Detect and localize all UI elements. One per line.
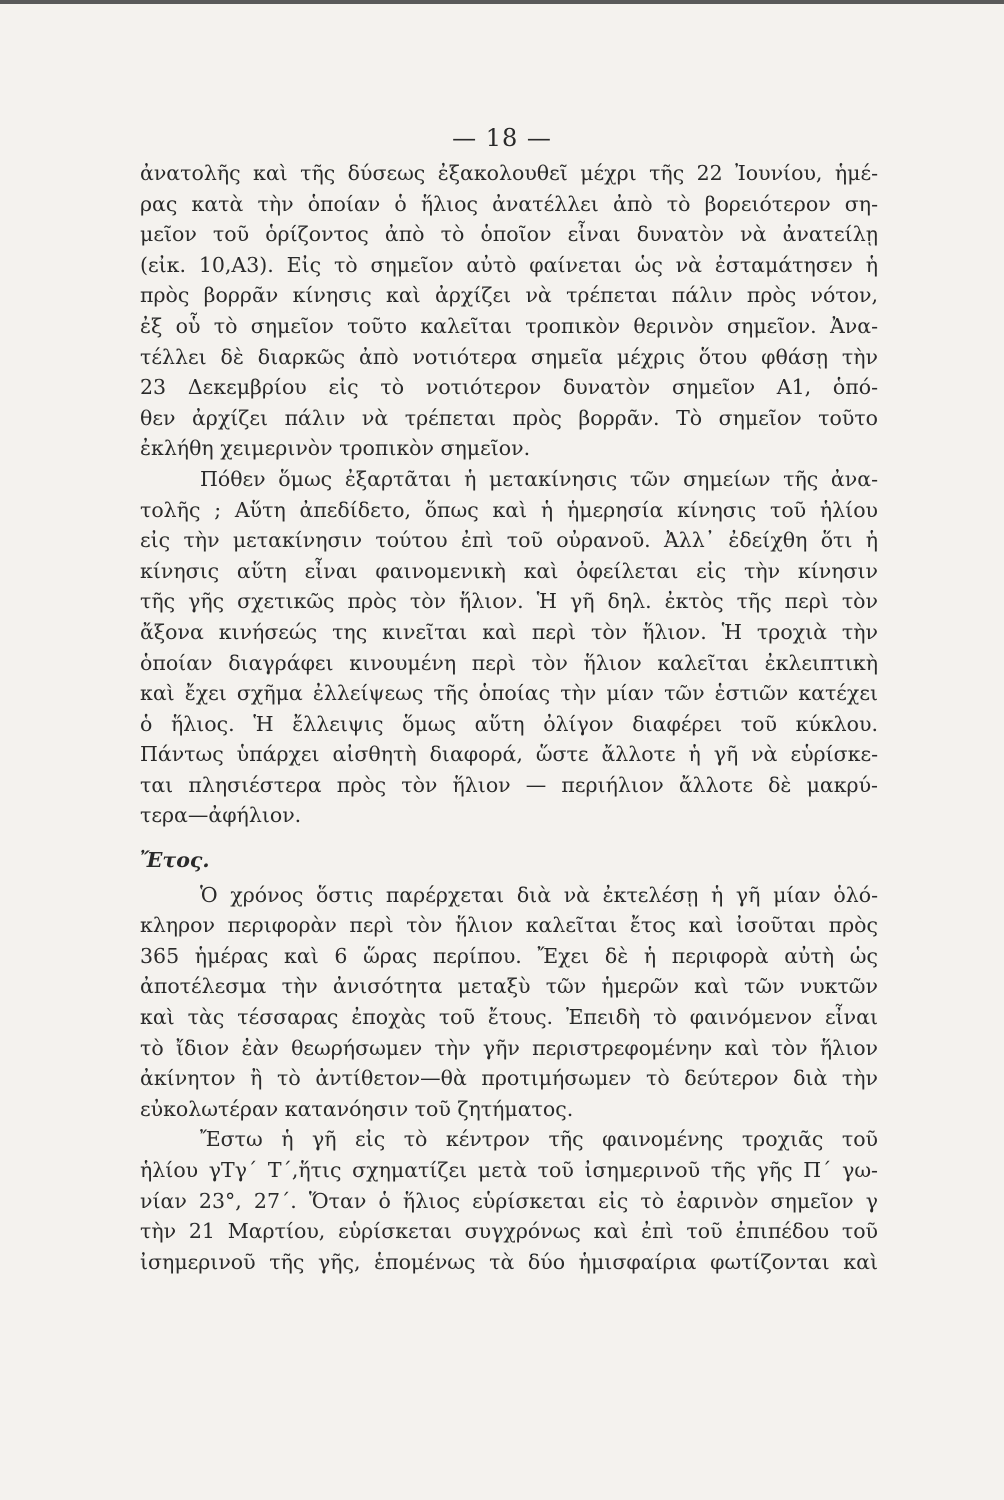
text-line: κληρον περιφορὰν περὶ τὸν ἥλιον καλεῖται ἔτος καὶ ἰσοῦται πρὸς (140, 913, 878, 938)
text-line: ἀκίνητον ἢ τὸ ἀντίθετον—θὰ προτιμήσωμεν τὸ δεύτερον διὰ τὴν (140, 1066, 878, 1091)
text-line: ἄξονα κινήσεώς της κινεῖται καὶ περὶ τὸν ἥλιον. Ἡ τροχιὰ τὴν (140, 619, 878, 644)
text-line: Πόθεν ὅμως ἐξαρτᾶται ἡ μετακίνησις τῶν σημείων τῆς ἀνα- (200, 466, 878, 491)
text-line: ἐξ οὗ τὸ σημεῖον τοῦτο καλεῖται τροπικὸν θερινὸν σημεῖον. Ἀνα- (140, 313, 878, 338)
text-line: εἰς τὴν μετακίνησιν τούτου ἐπὶ τοῦ οὐρανοῦ. Ἀλλ᾿ ἐδείχθη ὅτι ἡ (140, 528, 878, 553)
text-line: 365 ἡμέρας καὶ 6 ὥρας περίπου. Ἔχει δὲ ἡ περιφορὰ αὐτὴ ὡς (140, 943, 878, 968)
text-line: τερα—ἀφήλιον. (140, 803, 302, 828)
text-line: πρὸς βορρᾶν κίνησις καὶ ἀρχίζει νὰ τρέπεται πάλιν πρὸς νότον, (140, 283, 878, 308)
text-line: τὸ ἴδιον ἐὰν θεωρήσωμεν τὴν γῆν περιστρεφομένην καὶ τὸν ἥλιον (140, 1035, 878, 1060)
text-line: ται πλησιέστερα πρὸς τὸν ἥλιον — περιήλιον ἄλλοτε δὲ μακρύ- (140, 772, 878, 797)
text-line: νίαν 23°, 27΄. Ὅταν ὁ ἥλιος εὑρίσκεται εἰς τὸ ἐαρινὸν σημεῖον γ (140, 1188, 878, 1213)
text-line: (εἰκ. 10,Α3). Εἰς τὸ σημεῖον αὐτὸ φαίνεται ὡς νὰ ἐσταμάτησεν ἡ (140, 252, 878, 277)
text-line: ἀποτέλεσμα τὴν ἀνισότητα μεταξὺ τῶν ἡμερῶν καὶ τῶν νυκτῶν (140, 974, 878, 999)
text-line: τέλλει δὲ διαρκῶς ἀπὸ νοτιότερα σημεῖα μέχρις ὅτου φθάσῃ τὴν (140, 344, 878, 369)
text-line: Ὁ χρόνος ὅστις παρέρχεται διὰ νὰ ἐκτελέσῃ ἡ γῆ μίαν ὁλό- (200, 882, 878, 907)
text-line: καὶ ἔχει σχῆμα ἐλλείψεως τῆς ὁποίας τὴν μίαν τῶν ἑστιῶν κατέχει (140, 681, 878, 706)
text-line: τὴν 21 Μαρτίου, εὑρίσκεται συγχρόνως καὶ ἐπὶ τοῦ ἐπιπέδου τοῦ (140, 1219, 878, 1244)
text-line: ὁ ἥλιος. Ἡ ἔλλειψις ὅμως αὕτη ὀλίγον διαφέρει τοῦ κύκλου. (140, 711, 878, 736)
text-line: Ἔστω ἡ γῆ εἰς τὸ κέντρον τῆς φαινομένης τροχιᾶς τοῦ (200, 1127, 878, 1152)
text-line: τολῆς ; Αὕτη ἀπεδίδετο, ὅπως καὶ ἡ ἡμερησία κίνησις τοῦ ἡλίου (140, 497, 878, 522)
text-line: ἐκλήθη χειμερινὸν τροπικὸν σημεῖον. (140, 436, 531, 461)
text-line: κίνησις αὕτη εἶναι φαινομενικὴ καὶ ὀφείλεται εἰς τὴν κίνησιν (140, 558, 878, 583)
paragraph-1 (140, 158, 878, 464)
paragraph-3 (140, 880, 878, 1125)
text-line: Πάντως ὑπάρχει αἰσθητὴ διαφορά, ὥστε ἄλλοτε ἡ γῆ νὰ εὑρίσκε- (140, 742, 878, 767)
text-line: μεῖον τοῦ ὁρίζοντος ἀπὸ τὸ ὁποῖον εἶναι δυνατὸν νὰ ἀνατείλῃ (140, 222, 878, 247)
paragraph-2 (140, 464, 878, 831)
text-line: τῆς γῆς σχετικῶς πρὸς τὸν ἥλιον. Ἡ γῆ δηλ. ἐκτὸς τῆς περὶ τὸν (140, 589, 878, 614)
text-line: ἰσημερινοῦ τῆς γῆς, ἑπομένως τὰ δύο ἡμισφαίρια φωτίζονται καὶ (140, 1249, 878, 1274)
text-line: ἀνατολῆς καὶ τῆς δύσεως ἐξακολουθεῖ μέχρι τῆς 22 Ἰουνίου, ἡμέ- (140, 161, 878, 185)
text-line: ὁποίαν διαγράφει κινουμένη περὶ τὸν ἥλιον καλεῖται ἐκλειπτικὴ (140, 650, 878, 675)
paragraph-4 (140, 1124, 878, 1277)
page-body (140, 158, 878, 1277)
text-line: 23 Δεκεμβρίου εἰς τὸ νοτιότερον δυνατὸν σημεῖον Α1, ὁπό- (140, 375, 878, 400)
page-top-edge (0, 0, 1004, 4)
text-line: ρας κατὰ τὴν ὁποίαν ὁ ἥλιος ἀνατέλλει ἀπὸ τὸ βορειότερον ση- (140, 191, 878, 216)
page-number: — 18 — (452, 124, 552, 152)
text-line: ἡλίου γΤγ΄ Τ΄,ἥτις σχηματίζει μετὰ τοῦ ἰσημερινοῦ τῆς γῆς Π΄ γω- (140, 1158, 878, 1182)
text-line: εὐκολωτέραν κατανόησιν τοῦ ζητήματος. (140, 1096, 574, 1121)
text-line: καὶ τὰς τέσσαρας ἐποχὰς τοῦ ἔτους. Ἐπειδὴ τὸ φαινόμενον εἶναι (140, 1005, 878, 1030)
text-line: θεν ἀρχίζει πάλιν νὰ τρέπεται πρὸς βορρᾶν. Τὸ σημεῖον τοῦτο (140, 405, 878, 430)
section-heading: Ἔτος. (140, 848, 210, 873)
